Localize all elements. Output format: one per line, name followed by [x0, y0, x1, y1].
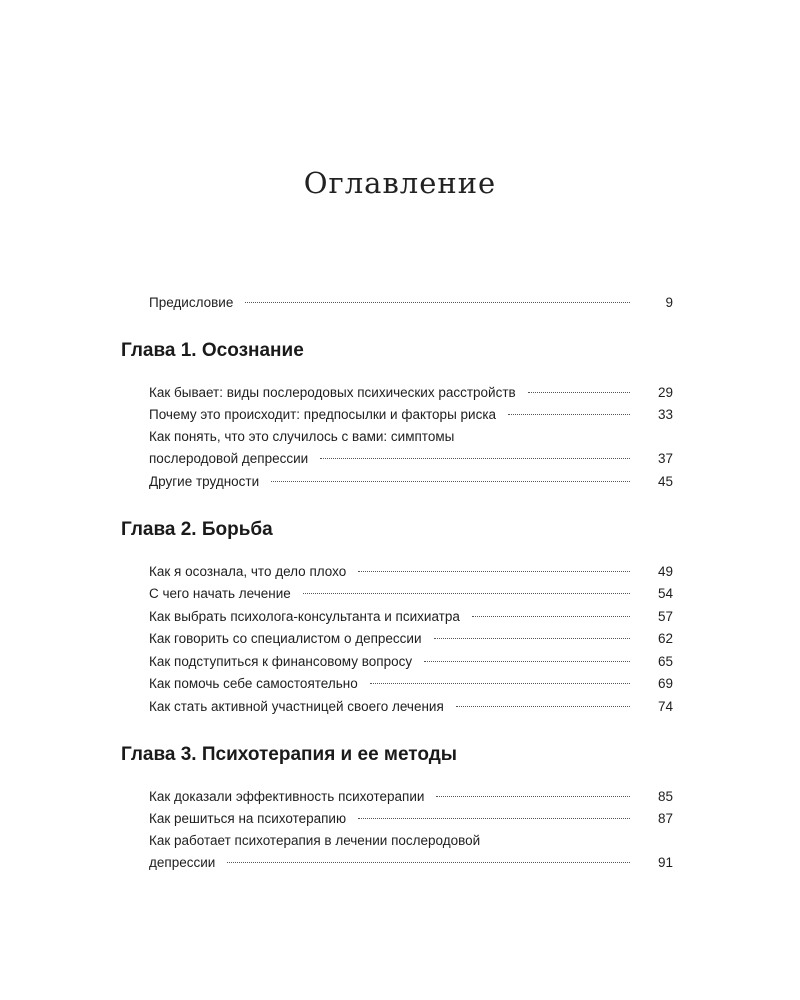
toc-entry[interactable] [149, 583, 673, 605]
toc-page-number: 54 [657, 586, 673, 601]
dot-leader [424, 661, 630, 662]
toc-entry[interactable] [149, 628, 673, 650]
toc-entry-label: депрессии [149, 855, 216, 870]
toc-page-number: 9 [665, 295, 673, 310]
dot-leader [528, 392, 630, 393]
toc-entry[interactable] [149, 561, 673, 583]
chapter-heading-3: Глава 3. Психотерапия и ее методы [121, 744, 457, 765]
dot-leader [320, 458, 630, 459]
toc-page-number: 91 [657, 855, 673, 870]
dot-leader [271, 481, 630, 482]
toc-entry[interactable] [149, 808, 673, 830]
toc-page-number: 33 [657, 407, 673, 422]
toc-page-number: 57 [657, 609, 673, 624]
dot-leader [227, 862, 630, 863]
toc-entry-label: Как подступиться к финансовому вопросу [149, 654, 413, 669]
toc-entry[interactable] [149, 696, 673, 718]
toc-entry[interactable] [149, 651, 673, 673]
dot-leader [245, 302, 630, 303]
toc-page-number: 87 [657, 811, 673, 826]
dot-leader [358, 571, 630, 572]
dot-leader [436, 796, 630, 797]
toc-entry[interactable] [149, 786, 673, 808]
toc-entry-label: послеродовой депрессии [149, 451, 309, 466]
toc-entry[interactable] [149, 830, 673, 874]
toc-entry-label: Другие трудности [149, 474, 260, 489]
toc-page-number: 45 [657, 474, 673, 489]
toc-entry-label: Как доказали эффективность психотерапии [149, 789, 425, 804]
toc-entry[interactable] [149, 404, 673, 426]
chapter-heading-2: Глава 2. Борьба [121, 519, 273, 540]
toc-entry[interactable] [149, 471, 673, 493]
toc-page-number: 49 [657, 564, 673, 579]
dot-leader [434, 638, 630, 639]
toc-entry-label: Как решиться на психотерапию [149, 811, 347, 826]
toc-entry-label: Почему это происходит: предпосылки и факторы риска [149, 407, 497, 422]
toc-entry-label-line1: Как понять, что это случилось с вами: симптомы [149, 429, 455, 444]
toc-page-number: 85 [657, 789, 673, 804]
toc-page-number: 37 [657, 451, 673, 466]
toc-entry-label: С чего начать лечение [149, 586, 291, 601]
dot-leader [370, 683, 630, 684]
toc-page-number: 69 [657, 676, 673, 691]
dot-leader [508, 414, 630, 415]
toc-entry-label: Как выбрать психолога-консультанта и психиатра [149, 609, 460, 624]
dot-leader [358, 818, 630, 819]
toc-entry[interactable] [149, 382, 673, 404]
toc-entry-label: Как стать активной участницей своего лечения [149, 699, 444, 714]
page-title: Оглавление [303, 166, 497, 200]
toc-entry-label-line1: Как работает психотерапия в лечении послеродовой [149, 833, 481, 848]
toc-entry-label: Как помочь себе самостоятельно [149, 676, 358, 691]
dot-leader [303, 593, 630, 594]
toc-entry-label: Как я осознала, что дело плохо [149, 564, 347, 579]
toc-entry-label: Предисловие [149, 295, 234, 310]
toc-entry-label: Как бывает: виды послеродовых психических расстройств [149, 385, 516, 400]
toc-entry[interactable] [149, 426, 673, 470]
toc-page-number: 74 [657, 699, 673, 714]
dot-leader [456, 706, 630, 707]
toc-entry[interactable] [149, 673, 673, 695]
toc-entry-preface[interactable] [149, 292, 673, 314]
chapter-heading-1: Глава 1. Осознание [121, 340, 304, 361]
dot-leader [472, 616, 630, 617]
toc-page-number: 65 [657, 654, 673, 669]
toc-entry-label: Как говорить со специалистом о депрессии [149, 631, 422, 646]
toc-entry[interactable] [149, 606, 673, 628]
toc-page-number: 29 [657, 385, 673, 400]
toc-page-number: 62 [657, 631, 673, 646]
